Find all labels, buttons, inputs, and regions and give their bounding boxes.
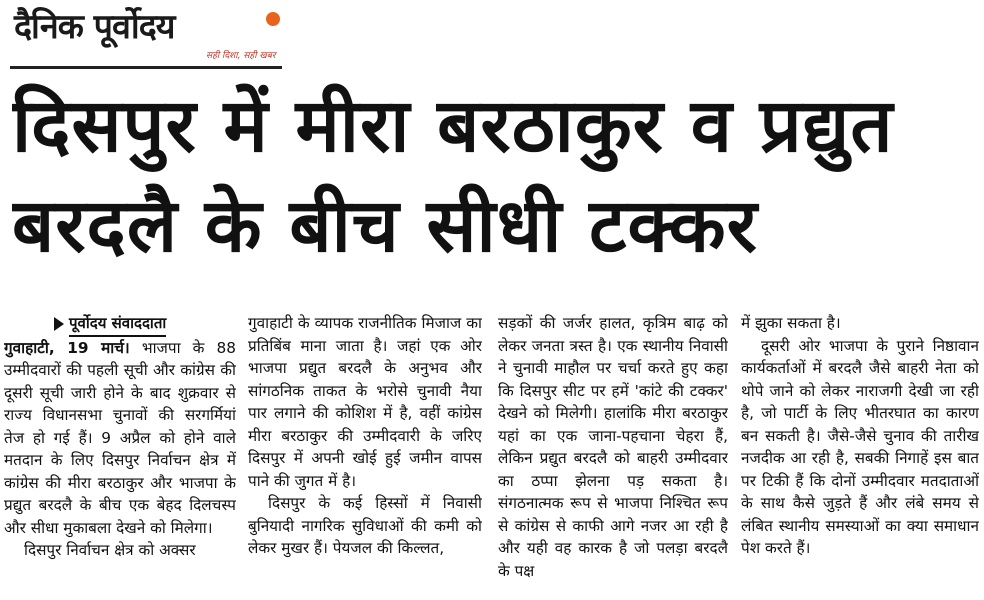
column-3-paragraph: सड़कों की जर्जर हालत, कृत्रिम बाढ़ को लेकर जनता त्रस्त है। एक स्थानीय निवासी ने चुनावी माहौल पर चर्चा करते हुए कहा कि दिसपुर सीट पर हमें 'कांटे की टक्कर' देखने को मिलेगी। हालांकि मीरा बरठाकुर यहां का एक जाना-पहचाना चेहरा हैं, लेकिन प्रद्युत बरदलै को बाहरी उम्मीदवार का ठप्पा झेलना पड़ सकता है। संगठनात्मक रूप से भाजपा निश्चित रूप से कांग्रेस से काफी आगे नजर आ रही है और यही वह कारक है जो पलड़ा बरदलै के पक्ष <box>498 314 728 580</box>
article-column-4 <box>741 312 979 600</box>
column-1-text: भाजपा के 88 उम्मीदवारों की पहली सूची और कांग्रेस की दूसरी सूची जारी होने के बाद शुक्रवार से राज्य विधानसभा चुनावों की सरगर्मियां तेज हो गई हैं। 9 अप्रैल को होने वाले मतदान के लिए दिसपुर निर्वाचन क्षेत्र में कांग्रेस की मीरा बरठाकुर और भाजपा के प्रद्युत बरदलै के बीच एक बेहद दिलचस्प और सीधा मुकाबला देखने को मिलेगा। <box>4 338 236 537</box>
column-1-tail: दिसपुर निर्वाचन क्षेत्र को अक्सर <box>24 541 196 559</box>
article-column-1 <box>4 312 236 600</box>
headline-line-1: दिसपुर में मीरा बरठाकुर व प्रद्युत <box>12 83 894 169</box>
column-2-paragraph-1: गुवाहाटी के व्यापक राजनीतिक मिजाज का प्रतिबिंब माना जाता है। जहां एक ओर भाजपा प्रद्युत बरदलै के अनुभव और सांगठनिक ताकत के भरोसे चुनावी नैया पार लगाने की कोशिश में है, वहीं कांग्रेस मीरा बरठाकुर की उम्मीदवारी के जरिए दिसपुर में अपनी खोई हुई जमीन वापस पाने की जुगत में है। <box>248 314 482 490</box>
article-column-3 <box>498 312 728 600</box>
masthead-rule <box>10 66 282 69</box>
article-headline <box>12 76 977 276</box>
column-4-paragraph-1: में झुका सकता है। <box>741 314 841 332</box>
article-paragraph <box>4 337 236 540</box>
headline-line-2: बरदलै के बीच सीधी टक्कर <box>12 183 758 269</box>
logo-tagline: सही दिशा, सही खबर <box>206 51 276 61</box>
logo-sun-icon <box>266 12 280 26</box>
column-2-paragraph-2: दिसपुर के कई हिस्सों में निवासी बुनियादी नागरिक सुविधाओं की कमी को लेकर मुखर हैं। पेयजल की किल्लत, <box>248 494 482 557</box>
dateline: गुवाहाटी, 19 मार्च। <box>4 338 130 357</box>
newspaper-logo-title: दैनिक पूर्वोदय <box>14 7 175 47</box>
byline: पूर्वोदय संवाददाता <box>69 312 166 337</box>
byline-block <box>54 312 236 337</box>
article-column-2 <box>248 312 482 600</box>
byline-arrow-icon <box>54 317 64 331</box>
masthead <box>10 4 290 70</box>
column-4-paragraph-2: दूसरी ओर भाजपा के पुराने निष्ठावान कार्यकर्ताओं में बरदलै जैसे बाहरी नेता को थोपे जाने को लेकर नाराजगी देखी जा रही है, जो पार्टी के लिए भीतरघात का कारण बन सकती है। जैसे-जैसे चुनाव की तारीख नजदीक आ रही है, सबकी निगाहें इस बात पर टिकी हैं कि दोनों उम्मीदवार मतदाताओं के साथ कैसे जुड़ते हैं और लंबे समय से लंबित स्थानीय समस्याओं का क्या समाधान पेश करते हैं। <box>741 336 979 557</box>
